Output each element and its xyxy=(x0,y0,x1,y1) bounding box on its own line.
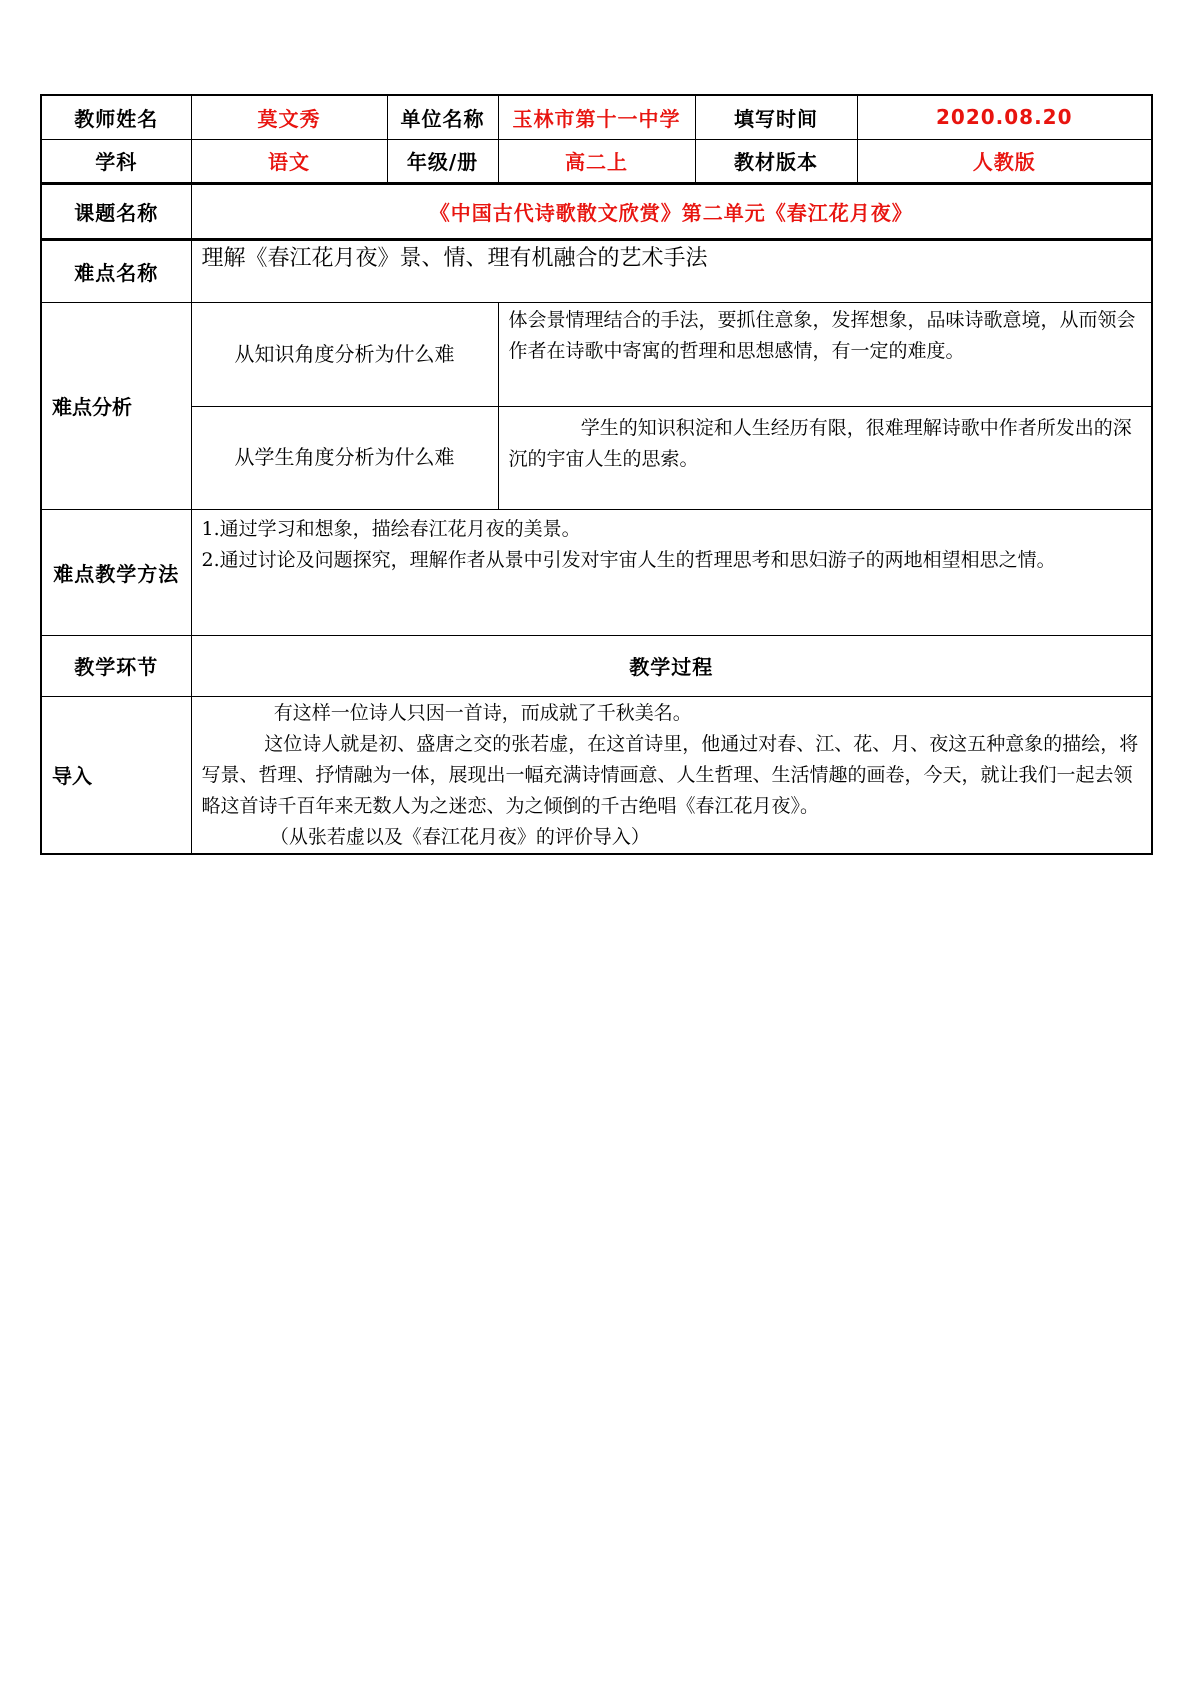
unit-label: 单位名称 xyxy=(387,95,498,139)
process-header-row xyxy=(41,635,1152,696)
knowledge-angle-label: 从知识角度分析为什么难 xyxy=(191,302,498,406)
header-row-1 xyxy=(41,95,1152,139)
subject-value: 语文 xyxy=(191,139,387,183)
intro-paragraph-2: 这位诗人就是初、盛唐之交的张若虚，在这首诗里，他通过对春、江、花、月、夜这五种意象的描绘，将写景、哲理、抒情融为一体，展现出一幅充满诗情画意、人生哲理、生活情趣的画卷，今天，就让我们一起去领略这首诗千百年来无数人为之迷恋、为之倾倒的千古绝唱《春江花月夜》。 xyxy=(201,732,1139,817)
edition-label: 教材版本 xyxy=(695,139,857,183)
intro-row xyxy=(41,696,1152,854)
edition-value: 人教版 xyxy=(857,139,1152,183)
analysis-label: 难点分析 xyxy=(41,302,191,509)
student-angle-label: 从学生角度分析为什么难 xyxy=(191,406,498,509)
date-value: 2020.08.20 xyxy=(857,95,1152,139)
process-label: 教学过程 xyxy=(191,635,1152,696)
student-angle-text: 学生的知识积淀和人生经历有限，很难理解诗歌中作者所发出的深沉的宇宙人生的思索。 xyxy=(498,406,1152,509)
topic-label: 课题名称 xyxy=(41,183,191,239)
teacher-value: 莫文秀 xyxy=(191,95,387,139)
stage-label: 教学环节 xyxy=(41,635,191,696)
grade-label: 年级/册 xyxy=(387,139,498,183)
intro-paragraph-1: 有这样一位诗人只因一首诗，而成就了千秋美名。 xyxy=(273,701,692,724)
topic-row xyxy=(41,183,1152,239)
unit-value: 玉林市第十一中学 xyxy=(498,95,695,139)
analysis-row-student xyxy=(41,406,1152,509)
header-row-2 xyxy=(41,139,1152,183)
topic-value: 《中国古代诗歌散文欣赏》第二单元《春江花月夜》 xyxy=(191,183,1152,239)
method-line-1: 1.通过学习和想象，描绘春江花月夜的美景。 xyxy=(201,517,581,540)
method-content xyxy=(191,509,1152,635)
teacher-label: 教师姓名 xyxy=(41,95,191,139)
intro-label: 导入 xyxy=(41,696,191,854)
difficulty-label: 难点名称 xyxy=(41,239,191,302)
method-row xyxy=(41,509,1152,635)
lesson-plan-table xyxy=(40,94,1153,855)
intro-content xyxy=(191,696,1152,854)
difficulty-value: 理解《春江花月夜》景、情、理有机融合的艺术手法 xyxy=(191,239,1152,302)
difficulty-row xyxy=(41,239,1152,302)
analysis-row-knowledge xyxy=(41,302,1152,406)
intro-paragraph-3: （从张若虚以及《春江花月夜》的评价导入） xyxy=(269,825,650,848)
knowledge-angle-text: 体会景情理结合的手法，要抓住意象，发挥想象，品味诗歌意境，从而领会作者在诗歌中寄寓的哲理和思想感情，有一定的难度。 xyxy=(498,302,1152,406)
grade-value: 高二上 xyxy=(498,139,695,183)
method-label: 难点教学方法 xyxy=(41,509,191,635)
subject-label: 学科 xyxy=(41,139,191,183)
date-label: 填写时间 xyxy=(695,95,857,139)
method-line-2: 2.通过讨论及问题探究，理解作者从景中引发对宇宙人生的哲理思考和思妇游子的两地相望相思之情。 xyxy=(201,548,1056,571)
